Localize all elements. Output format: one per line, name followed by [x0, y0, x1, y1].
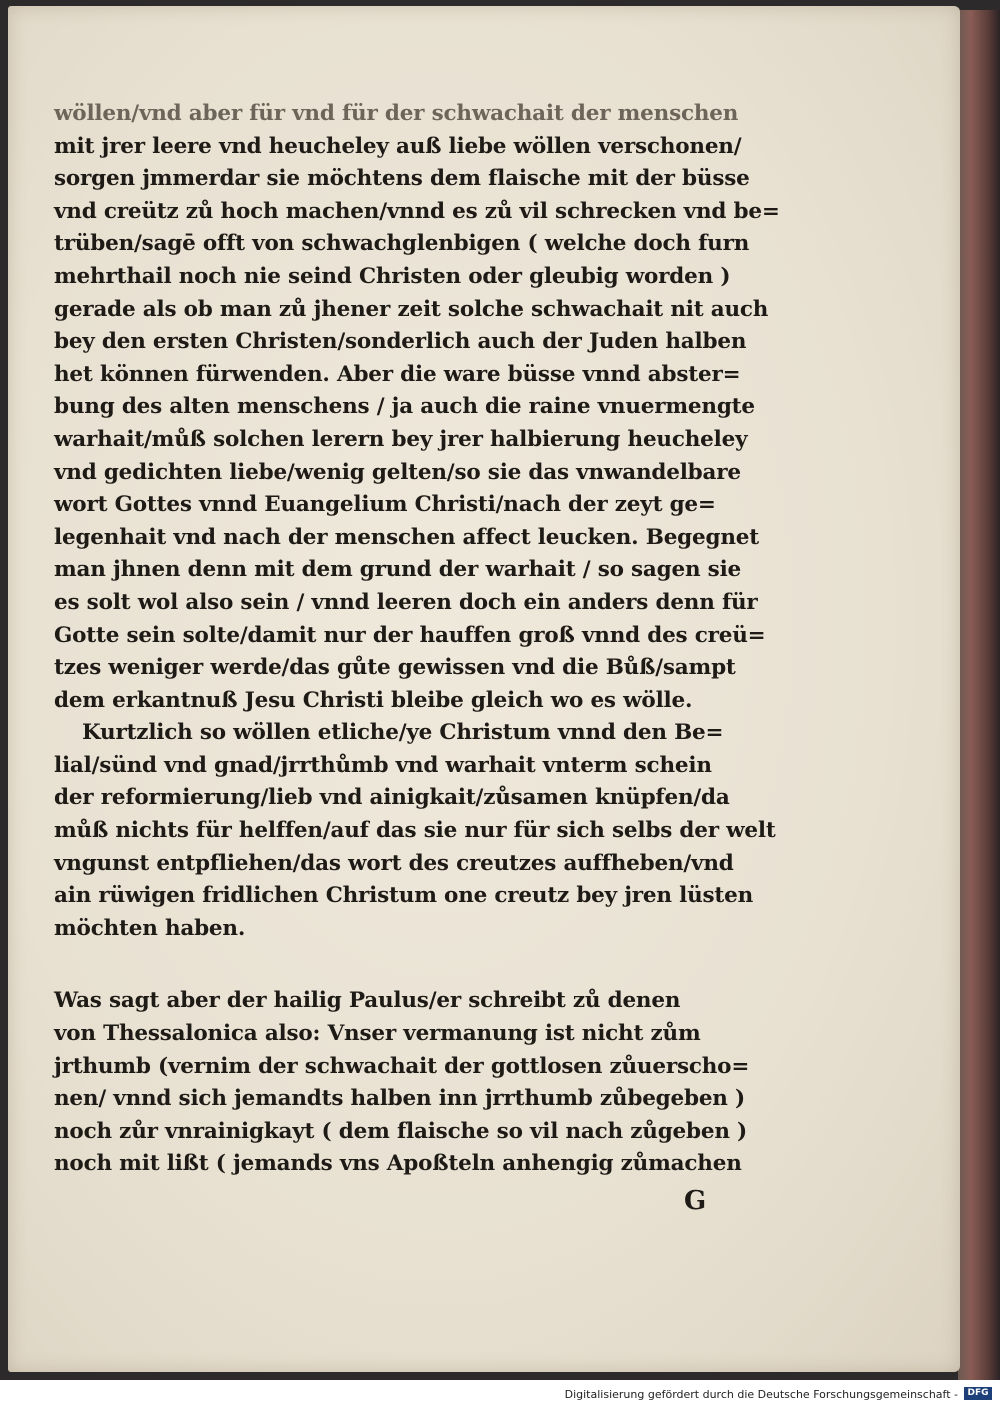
paragraph-gap [54, 945, 834, 985]
text-line: legenhait vnd nach der menschen affect leucken. Begegnet [54, 524, 759, 550]
text-line: wort Gottes vnnd Euangelium Christi/nach der zeyt ge= [54, 492, 716, 518]
footer-bar [0, 1380, 1000, 1411]
text-line: bey den ersten Christen/sonderlich auch der Juden halben [54, 329, 747, 355]
text-line: mit jrer leere vnd heucheley auß liebe wöllen verschonen/ [54, 133, 742, 159]
text-line: vnd creütz zů hoch machen/vnnd es zů vil schrecken vnd be= [54, 198, 780, 224]
funding-credit-link[interactable]: Digitalisierung gefördert durch die Deutsche Forschungsgemeinschaft - [564, 1388, 958, 1401]
text-line: bung des alten menschens / ja auch die raine vnuermengte [54, 394, 755, 420]
text-line: lial/sünd vnd gnad/jrrthůmb vnd warhait vnterm schein [54, 752, 712, 778]
text-line: von Thessalonica also: Vnser vermanung ist nicht zům [54, 1021, 701, 1047]
page-text [54, 98, 834, 1181]
text-line: der reformierung/lieb vnd ainigkait/zůsamen knüpfen/da [54, 785, 730, 811]
book-page [8, 6, 960, 1372]
text-line: ain rüwigen fridlichen Christum one creutz bey jren lüsten [54, 883, 754, 909]
text-line: můß nichts für helffen/auf das sie nur für sich selbs der welt [54, 818, 776, 844]
text-line: Gotte sein solte/damit nur der hauffen groß vnnd des creü= [54, 622, 766, 648]
text-line: tzes weniger werde/das gůte gewissen vnd die Bůß/sampt [54, 655, 736, 681]
text-line: noch mit lißt ( jemands vns Apoßteln anhengig zůmachen [54, 1151, 742, 1177]
text-line: es solt wol also sein / vnnd leeren doch ein anders denn für [54, 589, 758, 615]
text-line: man jhnen denn mit dem grund der warhait / so sagen sie [54, 557, 742, 583]
text-line: nen/ vnnd sich jemandts halben inn jrrthumb zůbegeben ) [54, 1086, 745, 1112]
signature-mark: G [684, 1186, 707, 1216]
text-line: trüben/sagē offt von schwachglenbigen ( welche doch furn [54, 231, 750, 257]
text-line: vnd gedichten liebe/wenig gelten/so sie das vnwandelbare [54, 459, 741, 485]
text-line: warhait/můß solchen lerern bey jrer halbierung heucheley [54, 426, 748, 452]
text-line: het können fürwenden. Aber die ware büsse vnnd abster= [54, 361, 741, 387]
text-line: möchten haben. [54, 915, 246, 941]
text-line: Was sagt aber der hailig Paulus/er schreibt zů denen [54, 988, 681, 1014]
dfg-logo[interactable]: DFG [964, 1387, 992, 1400]
text-line: dem erkantnuß Jesu Christi bleibe gleich wo es wölle. [54, 687, 693, 713]
text-line: Kurtzlich so wöllen etliche/ye Christum vnnd den Be= [82, 720, 724, 746]
text-line: noch zůr vnrainigkayt ( dem flaische so vil nach zůgeben ) [54, 1118, 748, 1144]
text-line: gerade als ob man zů jhener zeit solche schwachait nit auch [54, 296, 769, 322]
text-line: wöllen/vnd aber für vnd für der schwachait der menschen [54, 101, 739, 126]
book-binding-edge [958, 10, 1000, 1380]
text-line: vngunst entpfliehen/das wort des creutzes auffheben/vnd [54, 850, 734, 876]
text-line: sorgen jmmerdar sie möchtens dem flaische mit der büsse [54, 166, 750, 192]
text-line: jrthumb (vernim der schwachait der gottlosen zůuerscho= [54, 1053, 750, 1079]
text-line: mehrthail noch nie seind Christen oder gleubig worden ) [54, 263, 731, 289]
